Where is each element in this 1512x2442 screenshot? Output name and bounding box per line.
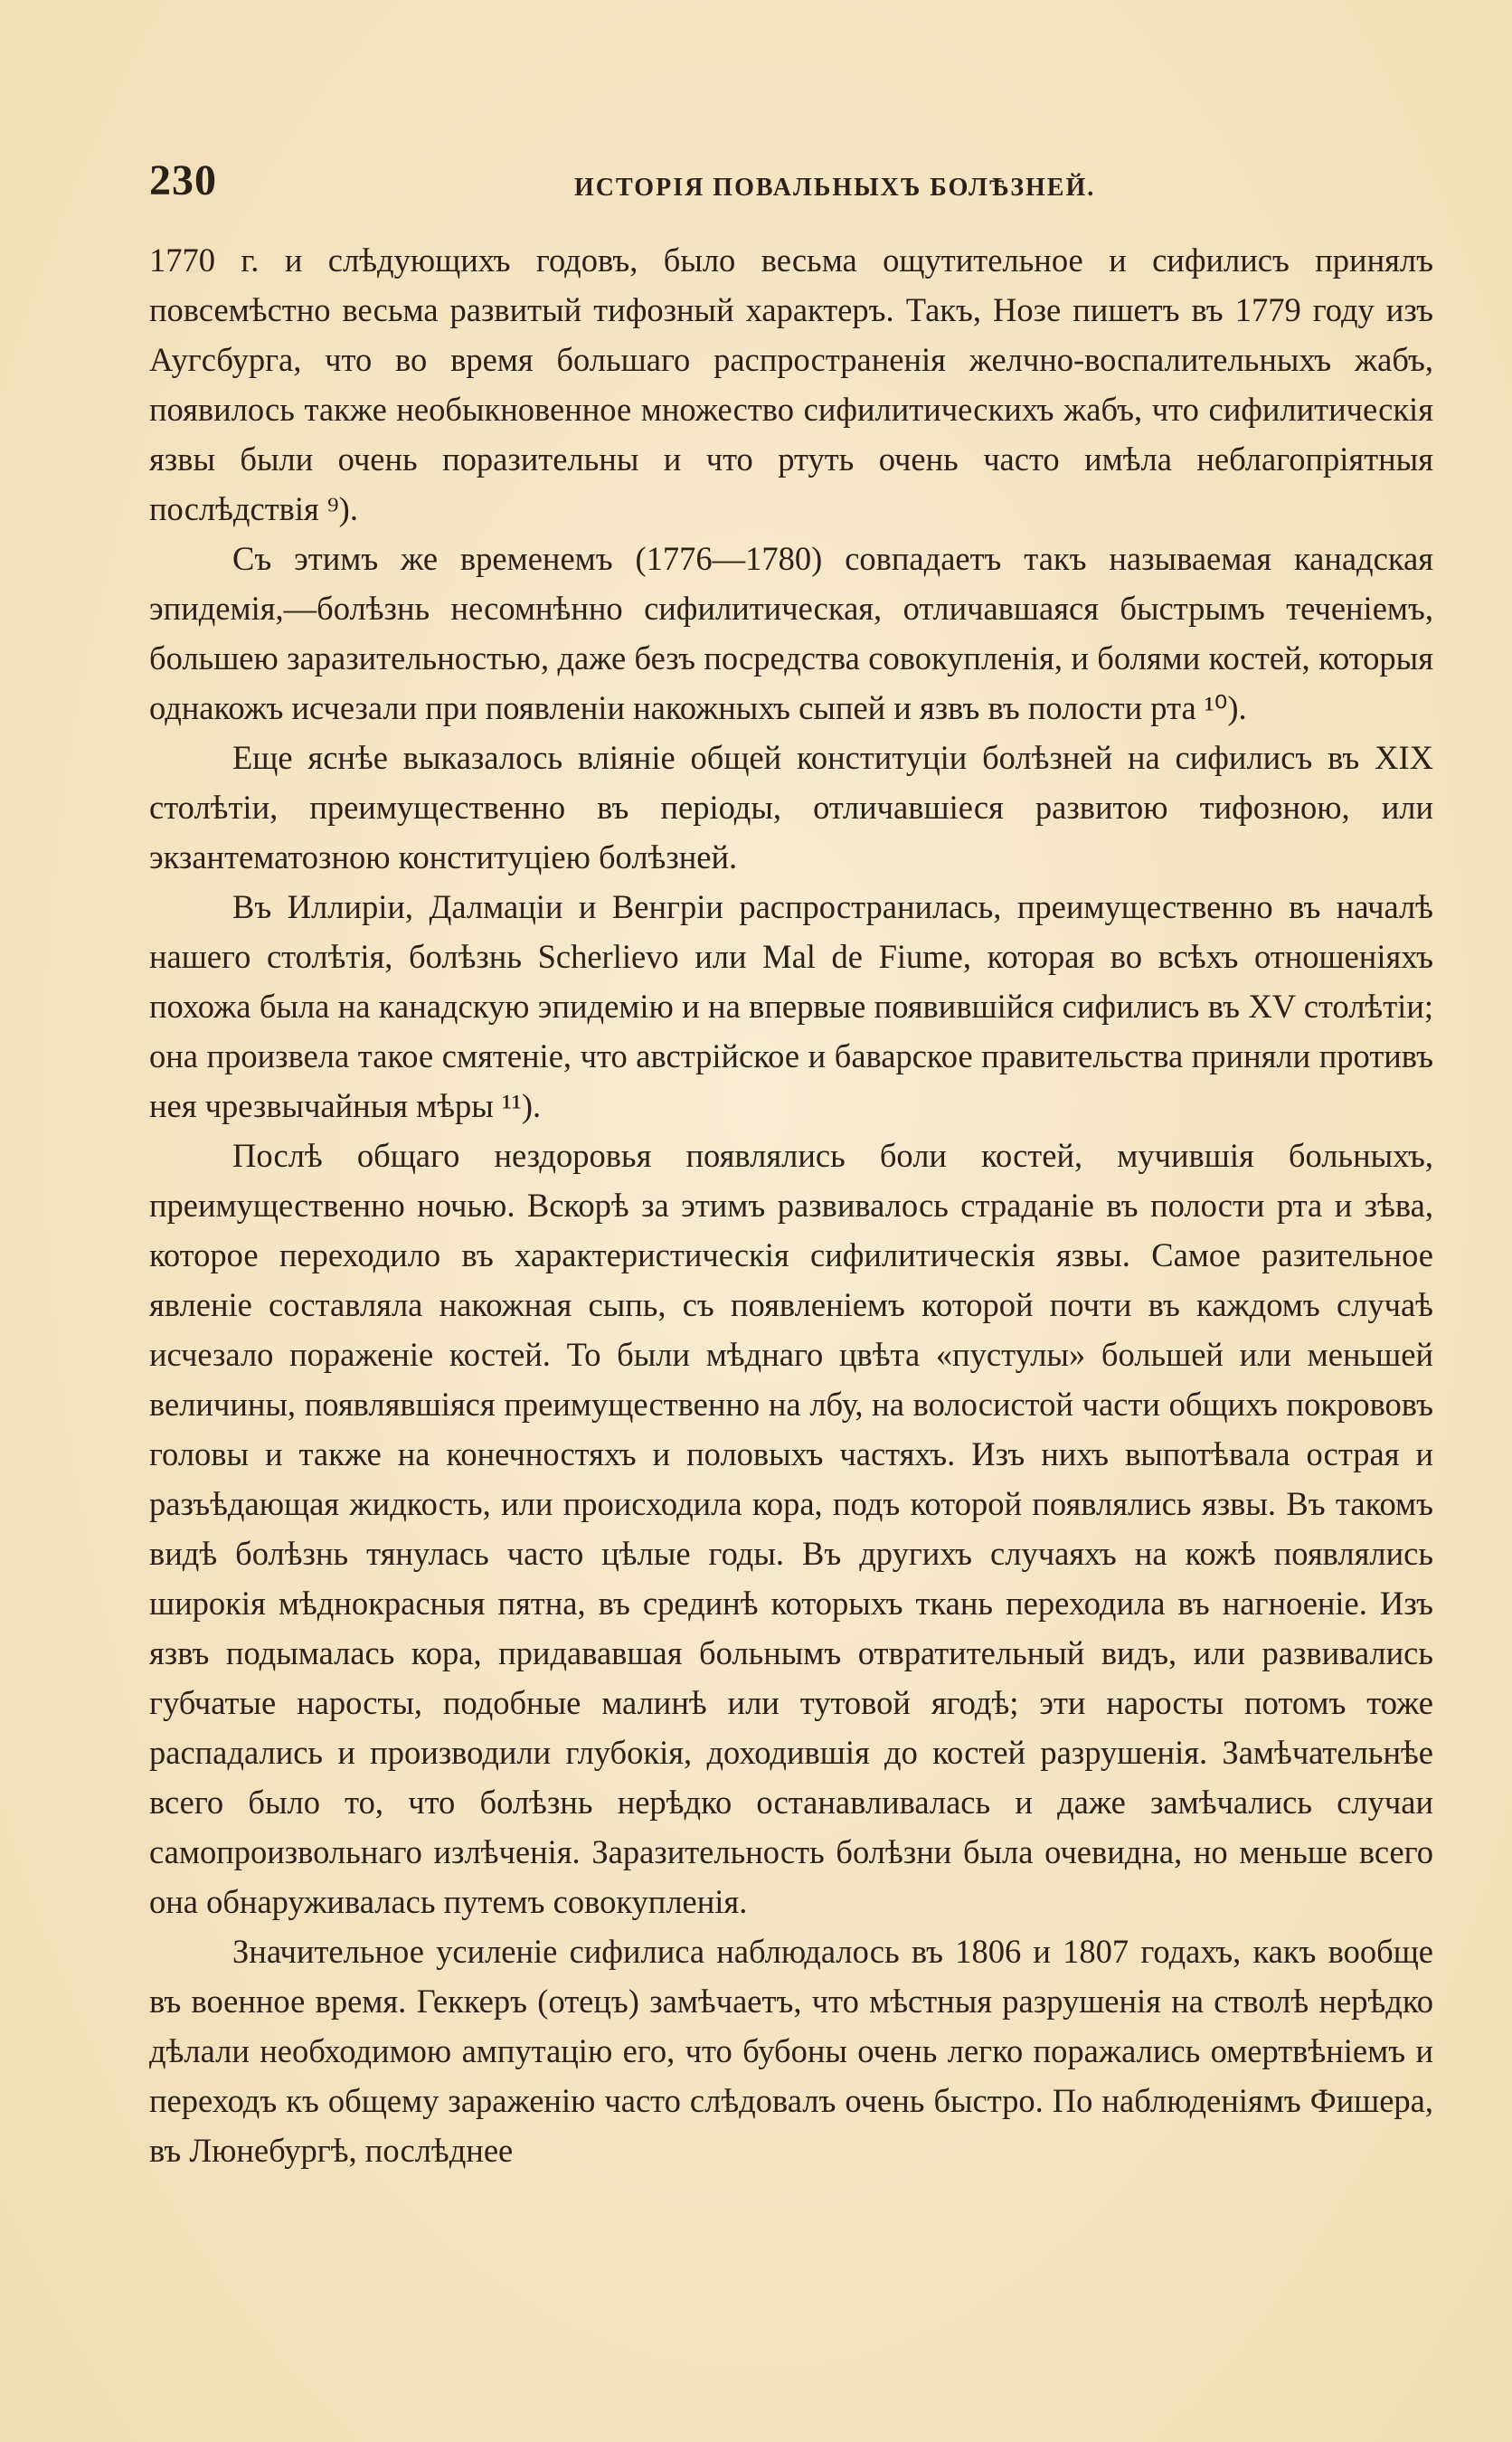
running-title: ИСТОРІЯ ПОВАЛЬНЫХЪ БОЛѢЗНЕЙ. [574,174,1096,202]
paragraph: Еще яснѣе выказалось вліяніе общей конституціи болѣзней на сифилисъ въ XIX столѣтіи, преимущественно въ періоды, отличавшіеся развитою тифозною, или экзантематозною конституціею болѣзней. [149,739,1433,876]
paragraph: Въ Иллиріи, Далмаціи и Венгріи распространилась, преимущественно въ началѣ нашего столѣтія, болѣзнь Scherlievo или Mal de Fiume, которая во всѣхъ отношеніяхъ похожа была на канадскую эпидемію и на впервые появившійся сифилисъ въ XV столѣтіи; она произвела такое смятеніе, что австрійское и баварское правительства приняли противъ нея чрезвычайныя мѣры ¹¹). [149,888,1433,1124]
paragraph: 1770 г. и слѣдующихъ годовъ, было весьма ощутительное и сифилисъ принялъ повсемѣстно весьма развитый тифозный характеръ. Такъ, Нозе пишетъ въ 1779 году изъ Аугсбурга, что во время большаго распространенія желчно-воспалительныхъ жабъ, появилось также необыкновенное множество сифилитическихъ жабъ, что сифилитическія язвы были очень поразительны и что ртуть очень часто имѣла неблагопріятныя послѣдствія ⁹). [149,241,1433,527]
body-text [149,235,1433,2175]
page-number: 230 [149,156,217,204]
paragraph: Съ этимъ же временемъ (1776—1780) совпадаетъ такъ называемая канадская эпидемія,—болѣзнь несомнѣнно сифилитическая, отличавшаяся быстрымъ теченіемъ, большею заразительностью, даже безъ посредства совокупленія, и болями костей, которыя однакожъ исчезали при появленіи накожныхъ сыпей и язвъ въ полости рта ¹⁰). [149,540,1433,726]
paragraph: Послѣ общаго нездоровья появлялись боли костей, мучившія больныхъ, преимущественно ночью. Вскорѣ за этимъ развивалось страданіе въ полости рта и зѣва, которое переходило въ характеристическія сифилитическія язвы. Самое разительное явленіе составляла накожная сыпь, съ появленіемъ которой почти въ каждомъ случаѣ исчезало пораженіе костей. То были мѣднаго цвѣта «пустулы» большей или меньшей величины, появлявшіяся преимущественно на лбу, на волосистой части общихъ покрововъ головы и также на конечностяхъ и половыхъ частяхъ. Изъ нихъ выпотѣвала острая и разъѣдающая жидкость, или происходила кора, подъ которой появлялись язвы. Въ такомъ видѣ болѣзнь тянулась часто цѣлые годы. Въ другихъ случаяхъ на кожѣ появлялись широкія мѣднокрасныя пятна, въ срединѣ которыхъ ткань переходила въ нагноеніе. Изъ язвъ подымалась кора, придававшая больнымъ отвратительный видъ, или развивались губчатые наросты, подобные малинѣ или тутовой ягодѣ; эти наросты потомъ тоже распадались и производили глубокія, доходившія до костей разрушенія. Замѣчательнѣе всего было то, что болѣзнь нерѣдко останавливалась и даже замѣчались случаи самопроизвольнаго излѣченія. Заразительность болѣзни была очевидна, но меньше всего она обнаруживалась путемъ совокупленія. [149,1137,1433,1920]
page-header [149,156,1433,210]
paragraph: Значительное усиленіе сифилиса наблюдалось въ 1806 и 1807 годахъ, какъ вообще въ военное время. Геккеръ (отецъ) замѣчаетъ, что мѣстныя разрушенія на стволѣ нерѣдко дѣлали необходимою ампутацію его, что бубоны очень легко поражались омертвѣніемъ и переходъ къ общему зараженію часто слѣдовалъ очень быстро. По наблюденіямъ Фишера, въ Люнебургѣ, послѣднее [149,1933,1433,2169]
